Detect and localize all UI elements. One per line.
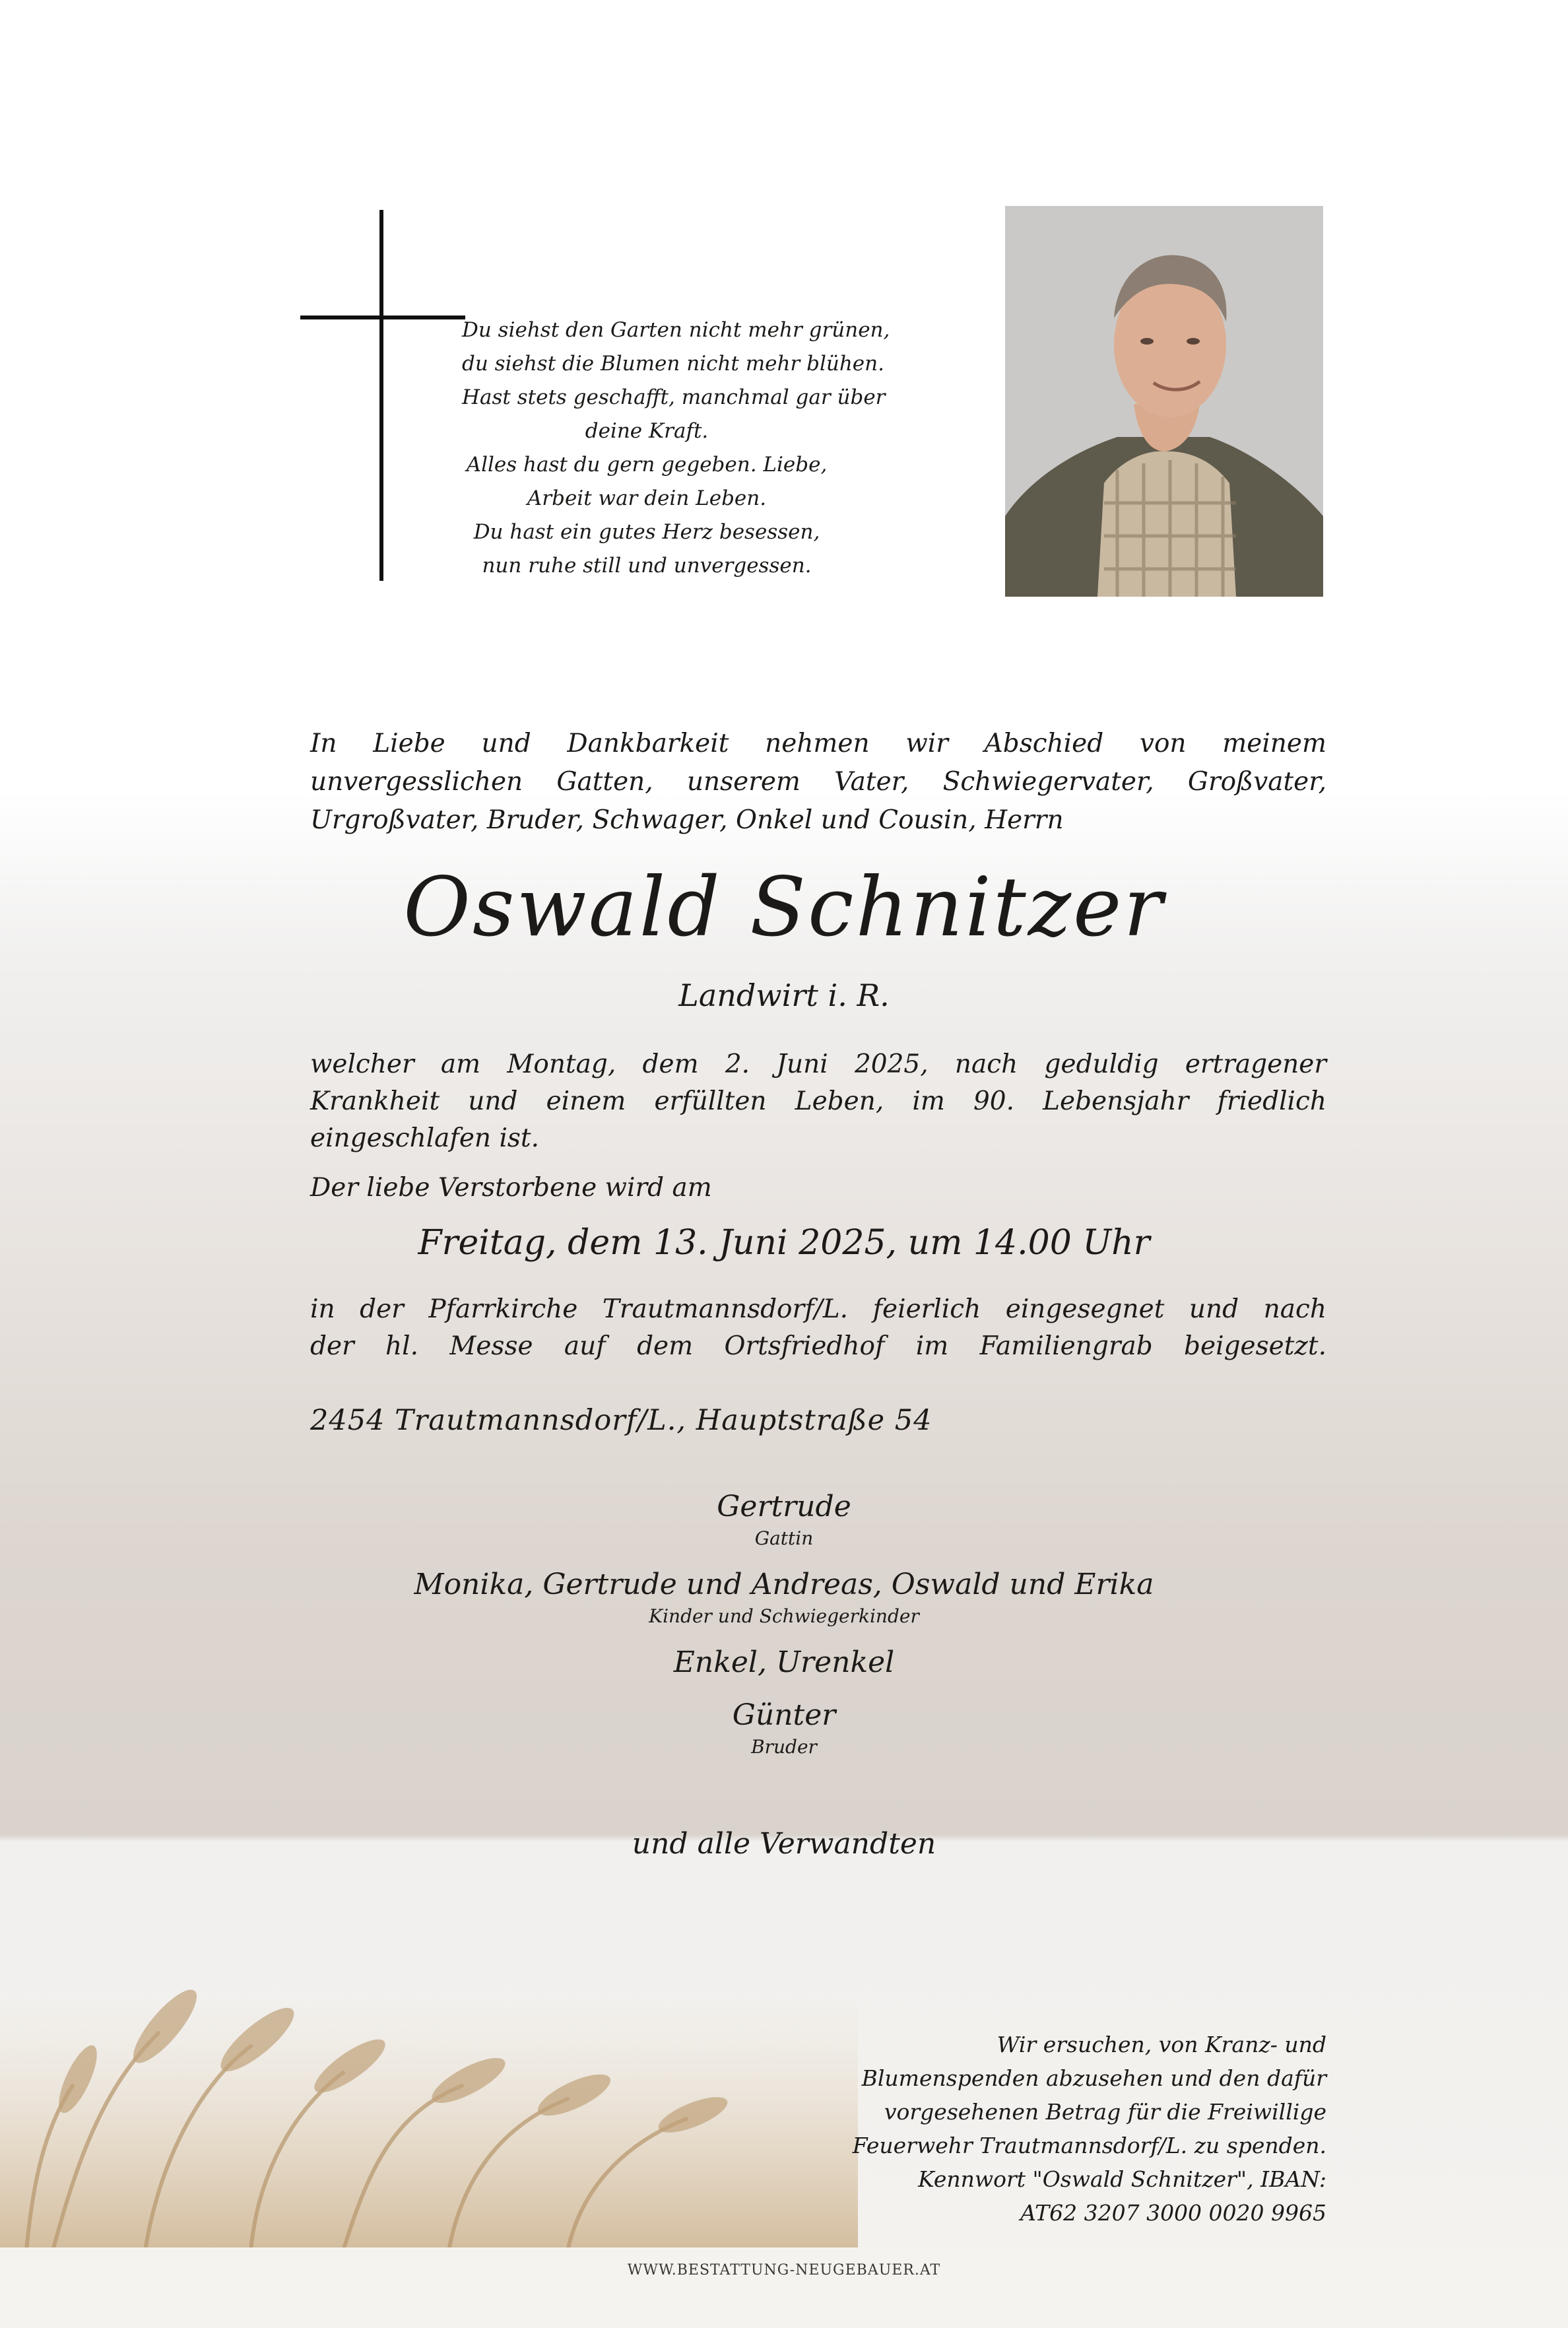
donation-line: Blumenspenden abzusehen und den dafür [861, 2065, 1326, 2091]
ceremony-line: der hl. Messe auf dem Ortsfriedhof im Familiengrab beigesetzt. [310, 1331, 1326, 1361]
death-line: eingeschlafen ist. [310, 1123, 540, 1153]
funeral-date: Freitag, dem 13. Juni 2025, um 14.00 Uhr [418, 1223, 1150, 1263]
ceremony-text [310, 1291, 1326, 1365]
donation-line: Feuerwehr Trautmannsdorf/L. zu spenden. [852, 2133, 1326, 2158]
donation-line: AT62 3207 3000 0020 9965 [1020, 2200, 1326, 2226]
poem-line: Hast stets geschafft, manchmal gar über [462, 385, 886, 409]
intro-line: In Liebe und Dankbarkeit nehmen wir Abschied von meinem [310, 729, 1326, 758]
poem-line: du siehst die Blumen nicht mehr blühen. [462, 352, 884, 376]
deceased-name: Oswald Schnitzer [403, 860, 1165, 955]
mourner-name: Enkel, Urenkel [673, 1646, 895, 1679]
mourner-name: Gertrude [717, 1490, 851, 1523]
funeral-intro: Der liebe Verstorbene wird am [310, 1173, 712, 1203]
deceased-occupation: Landwirt i. R. [678, 978, 890, 1013]
poem-line: Du hast ein gutes Herz besessen, [473, 520, 820, 544]
all-relatives: und alle Verwandten [632, 1827, 936, 1861]
website-link[interactable]: WWW.BESTATTUNG-NEUGEBAUER.AT [627, 2262, 941, 2278]
donation-line: Kennwort "Oswald Schnitzer", IBAN: [918, 2166, 1326, 2192]
mourner-name: Günter [732, 1698, 836, 1732]
cross-icon [300, 210, 465, 581]
death-notice [310, 1046, 1326, 1157]
intro-text [310, 725, 1326, 840]
mourners-list [0, 1486, 1568, 1773]
poem-line: deine Kraft. [585, 419, 709, 443]
mourner-relation: Gattin [754, 1527, 814, 1549]
poem-line: Alles hast du gern gegeben. Liebe, [466, 453, 828, 477]
poem-line: Arbeit war dein Leben. [527, 486, 767, 510]
footer-band [0, 2247, 1568, 2328]
intro-line: unvergesslichen Gatten, unserem Vater, Schwiegervater, Großvater, [310, 767, 1326, 797]
death-line: Krankheit und einem erfüllten Leben, im 90. Lebensjahr friedlich [310, 1086, 1326, 1116]
ceremony-line: in der Pfarrkirche Trautmannsdorf/L. feierlich eingesegnet und nach [310, 1294, 1326, 1324]
portrait-photo [1005, 206, 1323, 597]
death-line: welcher am Montag, dem 2. Juni 2025, nach geduldig ertragener [310, 1049, 1326, 1079]
donation-line: vorgesehenen Betrag für die Freiwillige [884, 2099, 1326, 2125]
mourner-relation: Bruder [751, 1736, 817, 1758]
mourner-name: Monika, Gertrude und Andreas, Oswald und Erika [414, 1568, 1154, 1601]
address: 2454 Trautmannsdorf/L., Hauptstraße 54 [310, 1404, 932, 1437]
intro-line: Urgroßvater, Bruder, Schwager, Onkel und Cousin, Herrn [310, 805, 1064, 835]
poem-line: nun ruhe still und unvergessen. [482, 554, 812, 578]
poem [462, 314, 890, 583]
donation-request [726, 2028, 1326, 2230]
poem-line: Du siehst den Garten nicht mehr grünen, [462, 318, 890, 342]
donation-line: Wir ersuchen, von Kranz- und [996, 2032, 1326, 2057]
mourner-relation: Kinder und Schwiegerkinder [649, 1605, 919, 1627]
